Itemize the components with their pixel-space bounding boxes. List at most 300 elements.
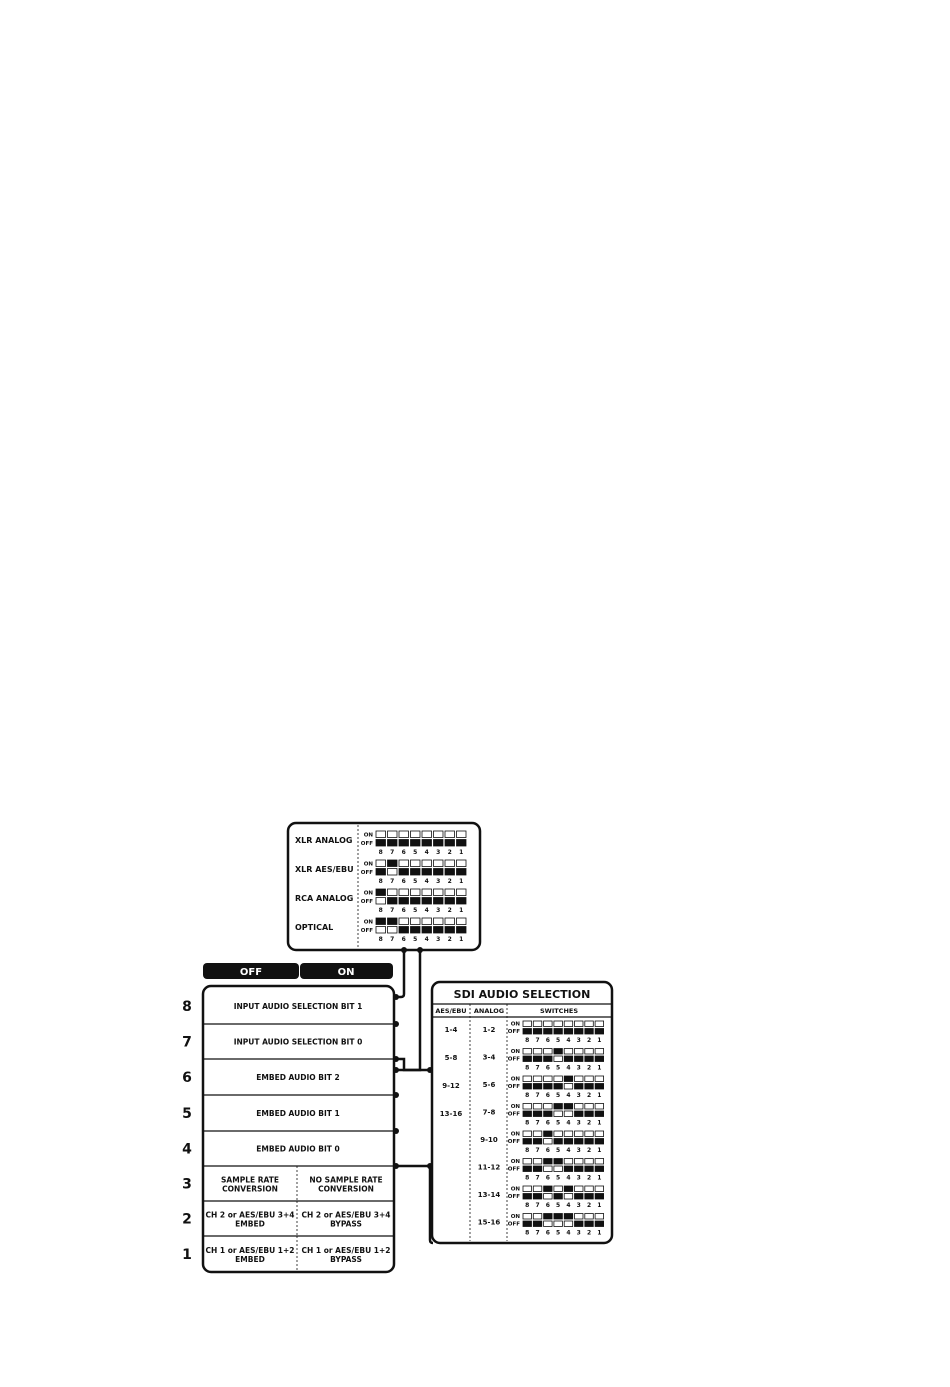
switch-on-cell [533, 1021, 542, 1027]
switch-on-cell [434, 889, 444, 896]
switch-number: 4 [566, 1037, 571, 1044]
switch-off-cell [554, 1111, 563, 1117]
switch-off-cell [595, 1056, 604, 1062]
wire-dot [393, 1128, 399, 1134]
switch-number: 5 [556, 1147, 561, 1154]
on-setting-text: CH 2 or AES/EBU 3+4 [301, 1210, 391, 1220]
switch-on-cell [554, 1186, 563, 1192]
switch-number: 7 [390, 907, 395, 914]
off-label: OFF [360, 841, 373, 847]
switch-off-cell [564, 1056, 573, 1062]
switch-off-cell [445, 898, 455, 905]
switch-off-cell [457, 840, 467, 847]
switch-off-cell [544, 1221, 553, 1227]
switch-off-cell [575, 1029, 584, 1035]
switch-number: 5 [556, 1174, 561, 1182]
switch-off-cell [533, 1194, 542, 1200]
switch-off-cell [376, 869, 386, 876]
switch-off-cell [585, 1221, 594, 1227]
off-label: OFF [507, 1029, 520, 1035]
switch-number: 8 [378, 849, 383, 856]
input-type-label: XLR AES/EBU [295, 865, 354, 874]
switch-on-cell [575, 1049, 584, 1055]
switch-on-cell [554, 1159, 563, 1165]
switch-off-cell [376, 898, 386, 905]
switch-on-cell [388, 860, 398, 867]
col-analog-header: ANALOG [473, 1007, 505, 1015]
off-label: OFF [507, 1139, 520, 1145]
connector-wires [393, 947, 433, 1243]
switch-on-cell [533, 1076, 542, 1082]
switch-number: 5 [413, 936, 418, 943]
switch-on-cell [422, 860, 432, 867]
switch-off-cell [399, 898, 409, 905]
switch-off-cell [376, 927, 386, 934]
switch-on-cell [411, 860, 421, 867]
switch-number: 1 [459, 878, 464, 885]
switch-on-cell [595, 1104, 604, 1110]
on-label: ON [510, 1021, 520, 1028]
switch-on-cell [523, 1104, 532, 1110]
switch-off-cell [544, 1084, 553, 1090]
switch-off-cell [445, 927, 455, 934]
switch-off-cell [422, 898, 432, 905]
switch-number-label: 6 [182, 1070, 192, 1086]
switch-number: 1 [597, 1064, 602, 1072]
switch-number: 7 [535, 1147, 540, 1154]
switch-number: 1 [597, 1092, 602, 1099]
switch-off-cell [564, 1194, 573, 1200]
switch-on-cell [388, 918, 398, 925]
analog-range: 15-16 [477, 1218, 501, 1227]
switch-number: 7 [535, 1202, 540, 1209]
switch-number: 7 [535, 1064, 540, 1072]
analog-range: 5-6 [482, 1081, 496, 1089]
analog-range: 13-14 [477, 1191, 501, 1199]
switch-on-cell [595, 1131, 604, 1137]
switch-number: 3 [576, 1092, 581, 1099]
analog-range: 3-4 [482, 1053, 496, 1062]
switch-off-cell [434, 840, 444, 847]
wire-switch-6 [396, 1059, 430, 1070]
switch-number-label: 7 [182, 1034, 192, 1051]
switch-on-cell [523, 1049, 532, 1055]
on-setting-text: CONVERSION [318, 1184, 374, 1194]
on-label: ON [510, 1104, 520, 1110]
switch-number: 8 [378, 936, 383, 943]
switch-on-cell [388, 831, 398, 838]
switch-number: 8 [378, 878, 383, 885]
wire-dot [393, 1056, 399, 1062]
switch-on-cell [411, 889, 421, 896]
switch-on-cell [457, 860, 467, 867]
switch-number: 4 [424, 907, 429, 914]
switch-on-cell [523, 1214, 532, 1220]
switch-on-cell [585, 1186, 594, 1192]
switch-off-cell [554, 1029, 563, 1035]
switch-off-cell [411, 927, 421, 934]
aes-range: 13-16 [439, 1110, 463, 1118]
switch-number: 6 [545, 1174, 550, 1182]
switch-on-cell [544, 1186, 553, 1192]
switch-number: 5 [556, 1119, 561, 1127]
switch-number: 1 [597, 1147, 602, 1154]
switch-function-label: EMBED AUDIO BIT 1 [256, 1109, 340, 1118]
switch-on-cell [544, 1049, 553, 1055]
switch-number: 4 [424, 936, 429, 943]
on-label: ON [510, 1049, 520, 1055]
switch-off-cell [523, 1139, 532, 1145]
switch-on-cell [554, 1131, 563, 1137]
switch-off-cell [544, 1139, 553, 1145]
switch-number: 3 [576, 1202, 581, 1209]
switch-on-cell [445, 860, 455, 867]
switch-function-label: EMBED AUDIO BIT 0 [256, 1144, 340, 1154]
switch-number: 6 [545, 1064, 550, 1072]
switch-number: 4 [424, 878, 429, 885]
switch-number: 2 [586, 1092, 592, 1099]
switch-on-cell [575, 1214, 584, 1220]
switch-number: 1 [597, 1174, 602, 1182]
switch-on-cell [544, 1159, 553, 1165]
switch-on-cell [434, 860, 444, 867]
switch-off-cell [564, 1221, 573, 1227]
on-setting-text: BYPASS [330, 1219, 362, 1229]
mode-header [203, 963, 393, 979]
switch-off-cell [595, 1029, 604, 1035]
switch-number: 3 [576, 1174, 581, 1182]
input-type-label: RCA ANALOG [295, 894, 354, 903]
col-aes-header: AES/EBU [435, 1007, 467, 1015]
switch-on-cell [533, 1186, 542, 1192]
switch-number: 4 [566, 1064, 571, 1072]
switch-off-cell [564, 1166, 573, 1172]
switch-number: 3 [436, 936, 441, 943]
switch-off-cell [388, 840, 398, 847]
switch-number: 5 [556, 1202, 561, 1209]
on-label: ON [363, 861, 373, 868]
switch-off-cell [523, 1221, 532, 1227]
switch-function-label: INPUT AUDIO SELECTION BIT 1 [233, 1002, 363, 1011]
switch-on-cell [523, 1021, 532, 1027]
switch-off-cell [457, 927, 467, 934]
switch-number: 6 [545, 1202, 550, 1209]
on-header: ON [337, 967, 355, 978]
switch-number: 6 [545, 1119, 550, 1127]
switch-off-cell [411, 840, 421, 847]
off-label: OFF [360, 928, 373, 934]
on-setting-text: BYPASS [330, 1255, 362, 1264]
switch-on-cell [564, 1131, 573, 1137]
on-label: ON [510, 1076, 520, 1083]
switch-off-cell [575, 1166, 584, 1172]
switch-on-cell [544, 1076, 553, 1082]
switch-on-cell [585, 1021, 594, 1027]
switch-off-cell [523, 1111, 532, 1117]
switch-off-cell [575, 1221, 584, 1227]
switch-number: 7 [390, 936, 395, 943]
wire-dot [393, 1067, 399, 1073]
switch-off-cell [422, 869, 432, 876]
switch-off-cell [533, 1084, 542, 1090]
input-selection-box [288, 823, 480, 950]
switch-on-cell [585, 1076, 594, 1082]
switch-number: 6 [401, 849, 406, 856]
aes-range: 9-12 [442, 1082, 460, 1090]
switch-off-cell [554, 1139, 563, 1145]
off-setting-text: EMBED [235, 1219, 265, 1229]
switch-function-label: EMBED AUDIO BIT 2 [256, 1073, 340, 1082]
switch-number: 6 [545, 1092, 550, 1099]
col-switches-header: SWITCHES [539, 1007, 579, 1015]
on-label: ON [510, 1186, 520, 1193]
switch-off-cell [399, 840, 409, 847]
switch-number: 8 [378, 907, 383, 914]
switch-on-cell [388, 889, 398, 896]
off-setting-text: CONVERSION [222, 1184, 278, 1194]
switch-on-cell [533, 1214, 542, 1220]
switch-number: 8 [525, 1037, 530, 1044]
switch-off-cell [585, 1029, 594, 1035]
off-label: OFF [507, 1221, 520, 1228]
switch-off-cell [445, 840, 455, 847]
wire-switch-7 [396, 950, 420, 1070]
switch-number: 7 [535, 1174, 540, 1182]
switch-off-cell [564, 1029, 573, 1035]
switch-number: 2 [447, 907, 452, 914]
switch-number: 8 [525, 1147, 530, 1154]
switch-number: 5 [556, 1064, 561, 1072]
switch-number: 6 [401, 907, 406, 914]
switch-on-cell [422, 918, 432, 925]
switch-on-cell [399, 889, 409, 896]
switch-on-cell [544, 1131, 553, 1137]
switch-off-cell [544, 1056, 553, 1062]
switch-on-cell [575, 1076, 584, 1082]
switch-number: 3 [576, 1229, 581, 1237]
switch-off-cell [585, 1139, 594, 1145]
switch-number: 8 [525, 1119, 530, 1127]
switch-on-cell [585, 1104, 594, 1110]
switch-number-label: 1 [182, 1247, 192, 1263]
switch-on-cell [595, 1214, 604, 1220]
switch-on-cell [376, 860, 386, 867]
switch-off-cell [544, 1111, 553, 1117]
switch-off-cell [457, 898, 467, 905]
switch-on-cell [523, 1159, 532, 1165]
switch-on-cell [585, 1131, 594, 1137]
switch-on-cell [595, 1049, 604, 1055]
switch-on-cell [544, 1214, 553, 1220]
switch-number: 3 [576, 1037, 581, 1044]
switch-off-cell [434, 927, 444, 934]
switch-number: 3 [436, 907, 441, 914]
switch-off-cell [575, 1139, 584, 1145]
analog-range: 7-8 [482, 1108, 496, 1117]
switch-off-cell [523, 1029, 532, 1035]
switch-on-cell [533, 1131, 542, 1137]
switch-on-cell [434, 918, 444, 925]
switch-number: 6 [545, 1037, 550, 1044]
switch-off-cell [434, 898, 444, 905]
switch-number: 2 [586, 1202, 592, 1209]
switch-off-cell [388, 869, 398, 876]
switch-off-cell [585, 1194, 594, 1200]
switch-on-cell [434, 831, 444, 838]
switch-off-cell [595, 1221, 604, 1227]
switch-number-label: 8 [182, 999, 192, 1015]
switch-off-cell [575, 1194, 584, 1200]
switch-number: 2 [586, 1037, 592, 1044]
switch-number: 3 [436, 849, 441, 856]
switch-off-cell [595, 1194, 604, 1200]
switch-off-cell [595, 1139, 604, 1145]
switch-number: 8 [525, 1174, 530, 1182]
switch-number: 3 [576, 1119, 581, 1127]
switch-off-cell [422, 840, 432, 847]
switch-on-cell [411, 918, 421, 925]
wire-dot [401, 947, 407, 953]
on-label: ON [363, 890, 373, 897]
switch-on-cell [595, 1076, 604, 1082]
switch-on-cell [564, 1049, 573, 1055]
switch-off-cell [575, 1084, 584, 1090]
switch-number: 8 [525, 1064, 530, 1072]
switch-number: 4 [566, 1174, 571, 1182]
switch-on-cell [533, 1104, 542, 1110]
on-label: ON [510, 1131, 520, 1138]
switch-number-label: 3 [182, 1176, 192, 1193]
switch-on-cell [575, 1186, 584, 1192]
switch-off-cell [422, 927, 432, 934]
switch-number-label: 5 [182, 1106, 192, 1122]
switch-on-cell [554, 1021, 563, 1027]
switch-on-cell [585, 1214, 594, 1220]
switch-on-cell [595, 1021, 604, 1027]
switch-number: 7 [390, 849, 395, 856]
switch-on-cell [564, 1214, 573, 1220]
wire-dot [393, 994, 399, 1000]
switch-number: 7 [535, 1092, 540, 1099]
switch-number: 5 [556, 1037, 561, 1044]
switch-number: 4 [566, 1147, 571, 1154]
switch-number: 2 [447, 849, 452, 856]
switch-off-cell [595, 1111, 604, 1117]
switch-number: 1 [597, 1202, 602, 1209]
switch-number: 4 [566, 1229, 571, 1237]
switch-on-cell [544, 1021, 553, 1027]
switch-on-cell [564, 1076, 573, 1082]
switch-number: 5 [413, 878, 418, 885]
off-label: OFF [507, 1194, 520, 1200]
off-label: OFF [360, 870, 373, 876]
switch-number: 4 [566, 1202, 571, 1209]
analog-range: 1-2 [482, 1026, 496, 1034]
switch-off-cell [411, 898, 421, 905]
switch-on-cell [523, 1131, 532, 1137]
switch-number: 4 [566, 1092, 571, 1099]
switch-off-cell [575, 1056, 584, 1062]
off-label: OFF [360, 899, 373, 905]
switch-off-cell [554, 1221, 563, 1227]
switch-number: 2 [447, 936, 452, 943]
switch-off-cell [533, 1139, 542, 1145]
switch-number: 2 [586, 1229, 592, 1237]
switch-off-cell [533, 1111, 542, 1117]
on-label: ON [510, 1214, 520, 1220]
switch-on-cell [564, 1104, 573, 1110]
switch-on-cell [575, 1104, 584, 1110]
switch-on-cell [554, 1076, 563, 1082]
switch-off-cell [399, 927, 409, 934]
switch-number: 2 [586, 1119, 592, 1127]
switch-on-cell [575, 1159, 584, 1165]
wire-switches-4-6 [396, 1166, 433, 1243]
switch-on-cell [445, 918, 455, 925]
switch-on-cell [554, 1104, 563, 1110]
switch-on-cell [523, 1186, 532, 1192]
switch-off-cell [445, 869, 455, 876]
sdi-title: SDI AUDIO SELECTION [453, 988, 591, 1001]
switch-on-cell [422, 889, 432, 896]
switch-off-cell [523, 1194, 532, 1200]
switch-number: 7 [535, 1229, 540, 1237]
switch-number: 3 [576, 1147, 581, 1154]
off-label: OFF [507, 1084, 520, 1090]
switch-on-cell [595, 1159, 604, 1165]
off-label: OFF [507, 1056, 520, 1063]
switch-number: 8 [525, 1229, 530, 1237]
on-setting-text: NO SAMPLE RATE [309, 1175, 383, 1185]
switch-off-cell [585, 1056, 594, 1062]
switch-off-cell [564, 1139, 573, 1145]
switch-number: 3 [576, 1064, 581, 1072]
switch-off-cell [585, 1111, 594, 1117]
switch-number: 5 [556, 1229, 561, 1237]
switch-on-cell [595, 1186, 604, 1192]
off-label: OFF [507, 1111, 520, 1118]
switch-number: 6 [401, 936, 406, 943]
switch-number: 8 [525, 1202, 530, 1209]
switch-off-cell [533, 1166, 542, 1172]
switch-number: 7 [535, 1037, 540, 1044]
switch-off-cell [564, 1111, 573, 1117]
switch-off-cell [523, 1084, 532, 1090]
analog-range: 9-10 [480, 1136, 498, 1144]
off-label: OFF [507, 1166, 520, 1173]
off-header: OFF [239, 967, 263, 978]
switch-number: 1 [597, 1119, 602, 1127]
switch-off-cell [523, 1166, 532, 1172]
switch-on-cell [445, 889, 455, 896]
switch-off-cell [585, 1166, 594, 1172]
switch-on-cell [445, 831, 455, 838]
switch-on-cell [399, 860, 409, 867]
switch-number: 1 [459, 907, 464, 914]
off-setting-text: EMBED [235, 1255, 265, 1264]
switch-off-cell [554, 1056, 563, 1062]
off-setting-text: CH 2 or AES/EBU 3+4 [205, 1210, 295, 1220]
switch-off-cell [544, 1029, 553, 1035]
analog-range: 11-12 [477, 1163, 501, 1172]
switch-off-cell [399, 869, 409, 876]
switch-off-cell [434, 869, 444, 876]
aes-range: 1-4 [444, 1026, 458, 1034]
switch-number: 2 [447, 878, 452, 885]
wire-dot [393, 1163, 399, 1169]
aes-range: 5-8 [444, 1054, 458, 1062]
on-setting-text: CH 1 or AES/EBU 1+2 [301, 1246, 391, 1255]
